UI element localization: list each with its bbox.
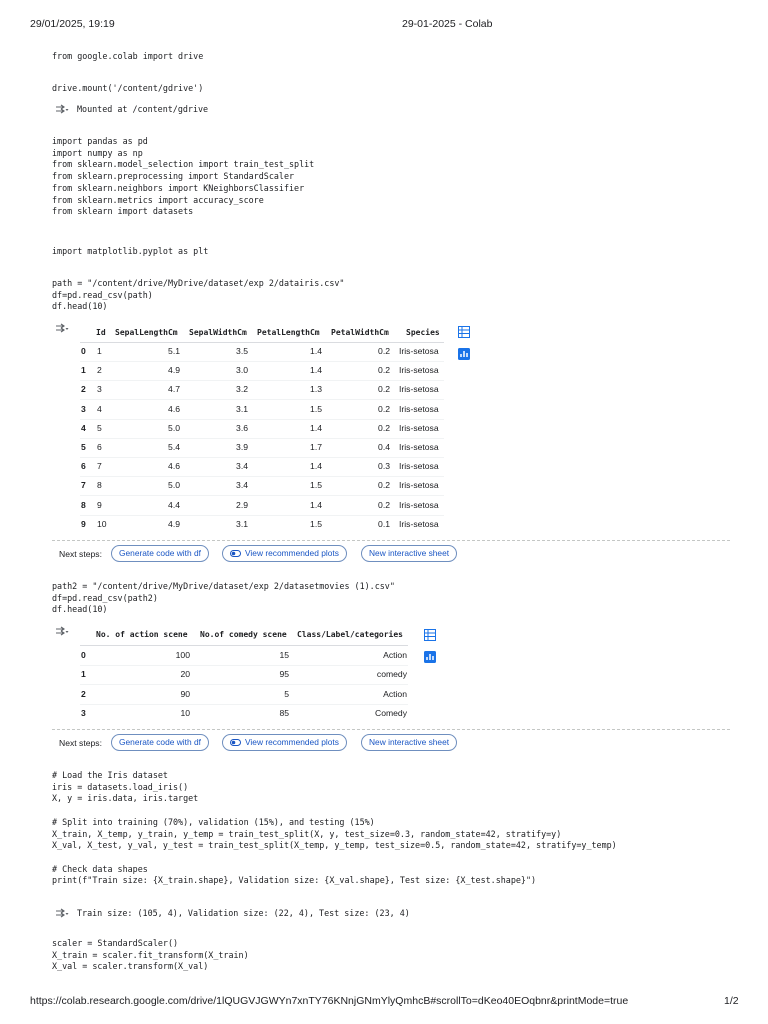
table-cell: 1.5 [310,518,322,529]
table-cell: 3.2 [236,384,248,395]
cell-divider [52,729,730,730]
table-cell: 3.6 [236,422,248,433]
row-index: 3 [81,403,86,414]
table-cell: 0.1 [378,518,390,529]
table-cell: Iris-setosa [399,442,439,452]
print-page-number: 1/2 [724,995,739,1007]
table-cell: 1.5 [310,403,322,414]
table-cell: 3.9 [236,442,248,452]
table-cell: 1.4 [310,461,322,472]
table-cell: 0.4 [378,442,390,452]
table-cell: Iris-setosa [399,365,439,376]
table-cell: 1.4 [310,499,322,510]
table-cell: 4.4 [168,499,180,510]
row-index: 7 [81,480,86,491]
chart-icon[interactable] [458,348,470,360]
output-arrow-icon[interactable] [55,908,69,918]
output-mount-text: Mounted at /content/gdrive [77,104,209,114]
row-index: 4 [81,422,86,433]
table-row-divider [80,419,444,420]
row-index: 2 [81,384,86,395]
row-index: 3 [81,707,86,718]
table-cell: 3.4 [236,461,248,472]
code-cell-mount-drive[interactable]: drive.mount('/content/gdrive') [52,83,204,93]
table-cell: 0.2 [378,365,390,376]
table-row-divider [80,361,444,362]
cell-divider [52,540,730,541]
table-cell: 3.4 [236,480,248,491]
column-header[interactable]: SepalWidthCm [189,328,247,337]
table-cell: 1.4 [310,346,322,356]
new-interactive-sheet-button[interactable]: New interactive sheet [361,734,457,751]
column-header[interactable]: Class/Label/categories [297,630,403,639]
chart-icon[interactable] [424,651,436,663]
table-cell: 9 [97,499,102,510]
table-cell: 3.1 [236,403,248,414]
table-cell: 1.3 [310,384,322,395]
toggle-icon [230,550,241,557]
table-cell: Iris-setosa [399,499,439,510]
table-row-divider [80,684,408,685]
table-cell: 8 [97,480,102,491]
table-row-divider [80,515,444,516]
column-header[interactable]: Id [96,328,106,337]
print-title: 29-01-2025 - Colab [402,18,493,30]
table-cell: 1 [97,346,102,356]
table-row-divider [80,665,408,666]
column-header[interactable]: PetalLengthCm [257,328,320,337]
table-cell: comedy [376,669,407,680]
table-cell: 5.1 [168,346,180,356]
table-row-divider [80,704,408,705]
column-header[interactable]: No.of comedy scene [200,630,287,639]
next-steps-label: Next steps: [59,549,102,559]
code-cell-imports[interactable]: import pandas as pd import numpy as np from sklearn.model_selection import train_test_split from sklearn.preprocessing import StandardScaler from sklearn.neighbors import KNeighborsClassifier from sklearn.metrics import accuracy_score from sklearn import datasets [52,136,315,217]
print-url[interactable]: https://colab.research.google.com/drive/1lQUGVJGWYn7xnTY76KNnjGNmYlyQmhcB#scrollTo=dKeo40EOqbnr&printMode=true [30,995,629,1007]
table-cell: 10 [180,707,190,718]
table-cell: 20 [180,669,190,680]
table-cell: 5 [97,422,102,433]
table-row-divider [80,380,444,381]
table-cell: Iris-setosa [399,346,439,356]
code-cell-read-movies[interactable]: path2 = "/content/drive/MyDrive/dataset/exp 2/datasetmovies (1).csv" df=pd.read_csv(path2) df.head(10) [52,581,395,615]
row-index: 1 [81,365,86,376]
row-index: 5 [81,442,86,452]
table-cell: 5.0 [168,480,180,491]
table-cell: 0.2 [378,346,390,356]
row-index: 2 [81,688,86,699]
output-split-sizes-text: Train size: (105, 4), Validation size: (22, 4), Test size: (23, 4) [77,908,410,918]
table-cell: 1.4 [310,422,322,433]
column-header[interactable]: SepalLengthCm [115,328,178,337]
table-cell: Iris-setosa [399,403,439,414]
table-cell: 10 [97,518,107,529]
output-arrow-icon[interactable] [55,104,69,114]
table-cell: 5.4 [168,442,180,452]
view-recommended-plots-button[interactable]: View recommended plots [222,734,347,751]
table-row-divider [80,476,444,477]
table-cell: 4.9 [168,365,180,376]
table-cell: 0.2 [378,403,390,414]
new-interactive-sheet-button[interactable]: New interactive sheet [361,545,457,562]
table-row-divider [80,438,444,439]
table-cell: 4.7 [168,384,180,395]
table-cell: Action [383,650,407,660]
table-header-divider [80,645,408,646]
generate-code-button[interactable]: Generate code with df [111,545,209,562]
table-cell: 0.2 [378,384,390,395]
table-row-divider [80,457,444,458]
next-steps-label: Next steps: [59,738,102,748]
row-index: 1 [81,669,86,680]
table-cell: 85 [279,707,289,718]
table-cell: 3.5 [236,346,248,356]
row-index: 6 [81,461,86,472]
table-cell: 4.6 [168,461,180,472]
view-recommended-plots-button[interactable]: View recommended plots [222,545,347,562]
code-cell-import-matplotlib[interactable]: import matplotlib.pyplot as plt [52,246,209,256]
table-cell: Iris-setosa [399,422,439,433]
column-header[interactable]: Species [406,328,440,337]
column-header[interactable]: No. of action scene [96,630,188,639]
column-header[interactable]: PetalWidthCm [331,328,389,337]
table-cell: 0.2 [378,480,390,491]
print-datetime: 29/01/2025, 19:19 [30,18,115,30]
table-cell: Iris-setosa [399,461,439,472]
table-cell: 1.4 [310,365,322,376]
table-cell: 5.0 [168,422,180,433]
table-cell: 15 [279,650,289,660]
table-cell: 0.2 [378,499,390,510]
table-cell: Comedy [375,707,407,718]
table-icon[interactable] [424,629,436,641]
table-cell: 4.6 [168,403,180,414]
generate-code-button[interactable]: Generate code with df [111,734,209,751]
table-cell: Action [383,688,407,699]
row-index: 0 [81,346,86,356]
row-index: 9 [81,518,86,529]
code-cell-read-iris[interactable]: path = "/content/drive/MyDrive/dataset/exp 2/datairis.csv" df=pd.read_csv(path) df.head(10) [52,278,345,312]
table-cell: 100 [175,650,190,660]
table-cell: 4 [97,403,102,414]
table-cell: 3.1 [236,518,248,529]
table-cell: 7 [97,461,102,472]
code-cell-scaler[interactable]: scaler = StandardScaler() X_train = scaler.fit_transform(X_train) X_val = scaler.transform(X_val) [52,938,249,972]
table-cell: 3 [97,384,102,395]
table-cell: Iris-setosa [399,384,439,395]
table-header-divider [80,342,444,343]
output-arrow-icon[interactable] [55,626,69,636]
table-cell: Iris-setosa [399,518,439,529]
table-cell: 2 [97,365,102,376]
table-cell: 2.9 [236,499,248,510]
table-cell: Iris-setosa [399,480,439,491]
toggle-icon [230,739,241,746]
table-cell: 3.0 [236,365,248,376]
table-row-divider [80,399,444,400]
table-cell: 5 [284,688,289,699]
table-cell: 6 [97,442,102,452]
code-cell-import-drive[interactable]: from google.colab import drive [52,51,204,61]
output-arrow-icon[interactable] [55,323,69,333]
row-index: 8 [81,499,86,510]
code-cell-split-data[interactable]: # Load the Iris dataset iris = datasets.load_iris() X, y = iris.data, iris.target # Split into training (70%), validation (15%), and testing (15%) X_train, X_temp, y_train, y_temp = train_test_split(X, y, test_size=0.3, random_state=42, stratify=y) X_val, X_test, y_val, y_test = train_test_split(X_temp, y_temp, test_size=0.5, random_state=42, stratify=y_temp) # Check data shapes print(f"Train size: {X_train.shape}, Validation size: {X_val.shape}, Test size: {X_test.shape}") [52,770,617,886]
table-cell: 0.3 [378,461,390,472]
row-index: 0 [81,650,86,660]
table-cell: 90 [180,688,190,699]
table-cell: 4.9 [168,518,180,529]
table-icon[interactable] [458,326,470,338]
table-cell: 1.5 [310,480,322,491]
table-row-divider [80,495,444,496]
table-cell: 95 [279,669,289,680]
table-cell: 0.2 [378,422,390,433]
table-cell: 1.7 [310,442,322,452]
